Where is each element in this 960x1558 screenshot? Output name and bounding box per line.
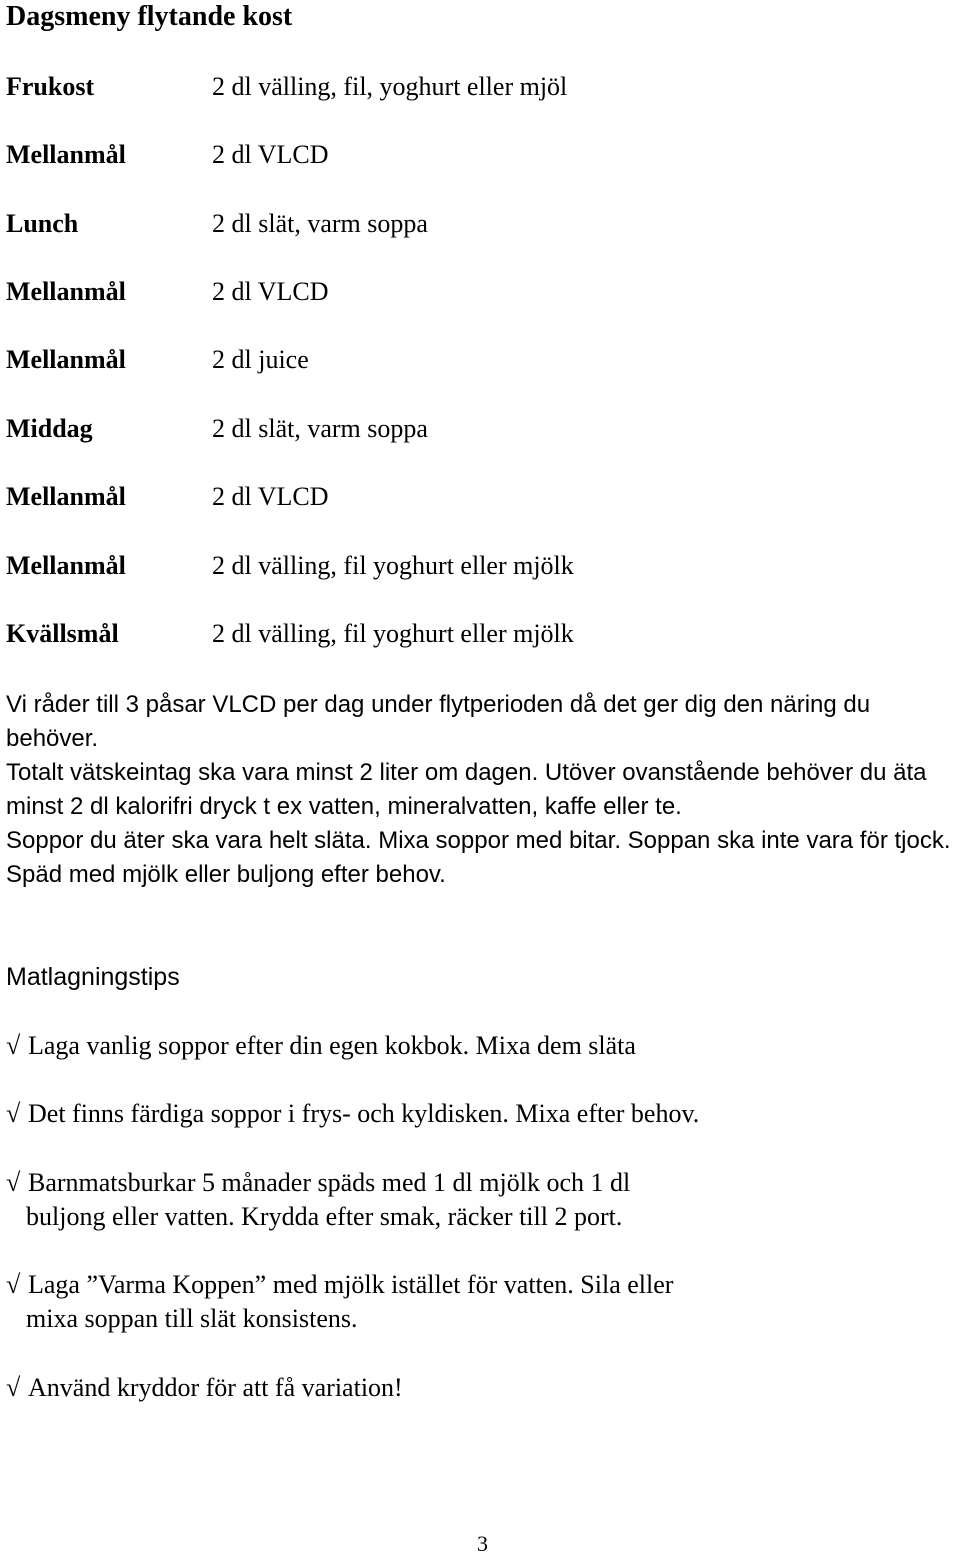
info-paragraph-fluids: Totalt vätskeintag ska vara minst 2 liter om dagen. Utöver ovanstående behöver du äta minst 2 dl kalorifri dryck t ex vatten, mineralvatten, kaffe eller te. (6, 759, 927, 820)
tip-text-continuation: mixa soppan till slät konsistens. (26, 1304, 358, 1333)
menu-meal-label: Kvällsmål (6, 619, 119, 648)
tips-heading: Matlagningstips (6, 963, 180, 991)
menu-meal-label: Middag (6, 414, 93, 443)
menu-row (6, 617, 946, 651)
tip-text-continuation: buljong eller vatten. Krydda efter smak, räcker till 2 port. (26, 1202, 623, 1231)
tip-text: Det finns färdiga soppor i frys- och kyldisken. Mixa efter behov. (28, 1099, 700, 1128)
menu-meal-label: Mellanmål (6, 482, 126, 511)
menu-row (6, 549, 946, 583)
menu-row (6, 480, 946, 514)
menu-row (6, 343, 946, 377)
tip-text: Använd kryddor för att få variation! (28, 1373, 403, 1402)
checkmark-icon: √ (6, 1168, 21, 1197)
tip-line (6, 1097, 946, 1131)
menu-row (6, 138, 946, 172)
menu-meal-label: Mellanmål (6, 345, 126, 374)
menu-meal-label: Mellanmål (6, 551, 126, 580)
tip-text: Laga vanlig soppor efter din egen kokbok. Mixa dem släta (28, 1031, 636, 1060)
tip-item (6, 1371, 946, 1405)
info-paragraph-vlcd: Vi råder till 3 påsar VLCD per dag under flytperioden då det ger dig den näring du behöver. (6, 691, 871, 752)
checkmark-icon: √ (6, 1270, 21, 1299)
checkmark-icon: √ (6, 1031, 21, 1060)
page-number: 3 (477, 1531, 488, 1556)
menu-row (6, 412, 946, 446)
menu-portion: 2 dl juice (212, 345, 309, 374)
menu-row (6, 70, 946, 104)
menu-portion: 2 dl välling, fil, yoghurt eller mjöl (212, 72, 568, 101)
tip-item (6, 1029, 946, 1063)
menu-row (6, 207, 946, 241)
tip-line (6, 1166, 946, 1200)
menu-portion: 2 dl VLCD (212, 482, 329, 511)
menu-portion: 2 dl slät, varm soppa (212, 414, 428, 443)
tip-line (6, 1371, 946, 1405)
tip-line (6, 1268, 946, 1302)
tip-item (6, 1268, 946, 1336)
checkmark-icon: √ (6, 1373, 21, 1402)
menu-row (6, 275, 946, 309)
menu-portion: 2 dl välling, fil yoghurt eller mjölk (212, 551, 574, 580)
checkmark-icon: √ (6, 1099, 21, 1128)
page-title: Dagsmeny flytande kost (6, 1, 293, 32)
tip-line (6, 1029, 946, 1063)
tip-text: Barnmatsburkar 5 månader späds med 1 dl mjölk och 1 dl (28, 1168, 631, 1197)
info-paragraph-soups: Soppor du äter ska vara helt släta. Mixa soppor med bitar. Soppan ska inte vara för tjock. Späd med mjölk eller buljong efter behov. (6, 827, 951, 888)
menu-meal-label: Lunch (6, 209, 79, 238)
menu-meal-label: Mellanmål (6, 140, 126, 169)
tip-item (6, 1097, 946, 1131)
tip-item (6, 1166, 946, 1234)
info-block (6, 688, 956, 892)
menu-meal-label: Mellanmål (6, 277, 126, 306)
menu-portion: 2 dl VLCD (212, 277, 329, 306)
menu-portion: 2 dl slät, varm soppa (212, 209, 428, 238)
menu-portion: 2 dl VLCD (212, 140, 329, 169)
menu-portion: 2 dl välling, fil yoghurt eller mjölk (212, 619, 574, 648)
tip-text: Laga ”Varma Koppen” med mjölk istället för vatten. Sila eller (28, 1270, 674, 1299)
menu-meal-label: Frukost (6, 72, 95, 101)
